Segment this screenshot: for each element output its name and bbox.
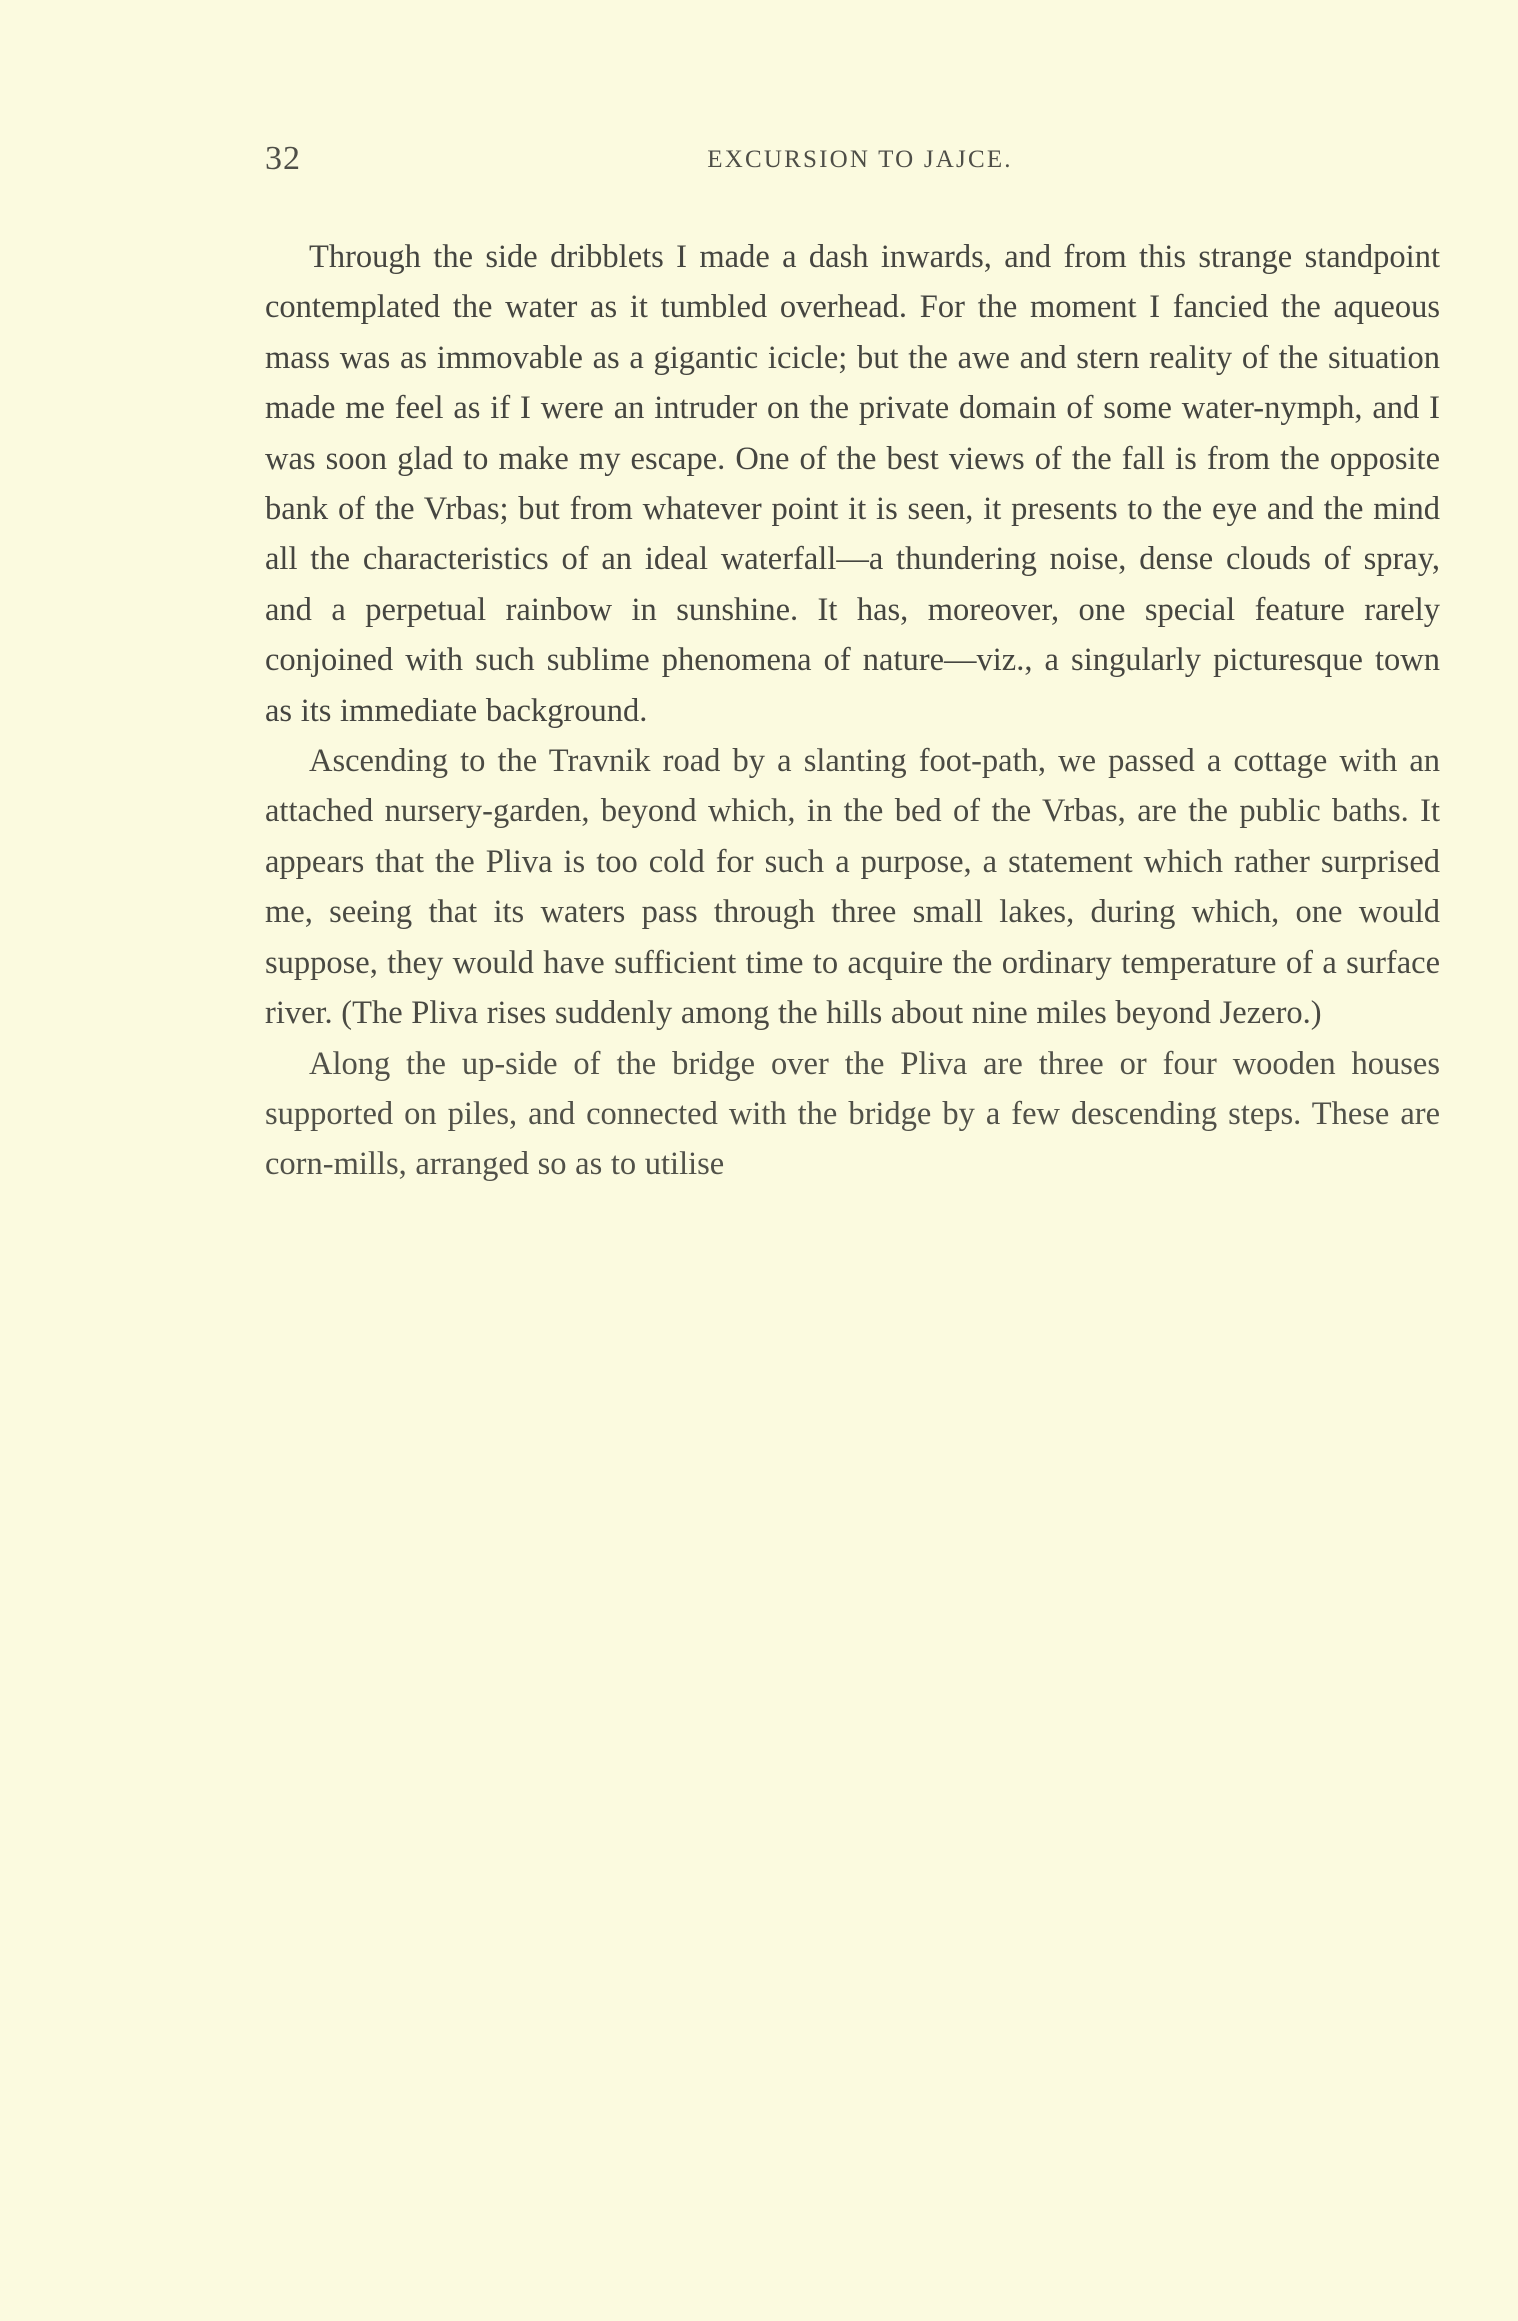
paragraph-2: Ascending to the Travnik road by a slanting foot-path, we passed a cottage with an attached nursery-garden, beyond which, in the bed of the Vrbas, are the public baths. It appears that the Pliva is too cold for such a purpose, a statement which rather surprised me, seeing that its waters pass through three small lakes, during which, one would suppose, they would have sufficient time to acquire the ordinary temperature of a surface river. (The Pliva rises suddenly among the hills about nine miles beyond Jezero.)	[265, 743, 1440, 1032]
page-body	[265, 232, 1440, 1190]
page-header	[265, 140, 1455, 180]
running-head: EXCURSION TO JAJCE.	[707, 146, 1013, 173]
paragraph-1: Through the side dribblets I made a dash inwards, and from this strange standpoint contemplated the water as it tumbled overhead. For the moment I fancied the aqueous mass was as immovable as a gigantic icicle; but the awe and stern reality of the situation made me feel as if I were an intruder on the private domain of some water-nymph, and I was soon glad to make my escape. One of the best views of the fall is from the opposite bank of the Vrbas; but from whatever point it is seen, it presents to the eye and the mind all the characteristics of an ideal waterfall—a thundering noise, dense clouds of spray, and a perpetual rainbow in sunshine. It has, moreover, one special feature rarely conjoined with such sublime phenomena of nature—viz., a singularly picturesque town as its immediate background.	[265, 239, 1440, 729]
page-number: 32	[265, 140, 301, 177]
paragraph-3: Along the up-side of the bridge over the Pliva are three or four wooden houses supported on piles, and connected with the bridge by a few descending steps. These are corn-mills, arranged so as to utilise	[265, 1045, 1440, 1183]
